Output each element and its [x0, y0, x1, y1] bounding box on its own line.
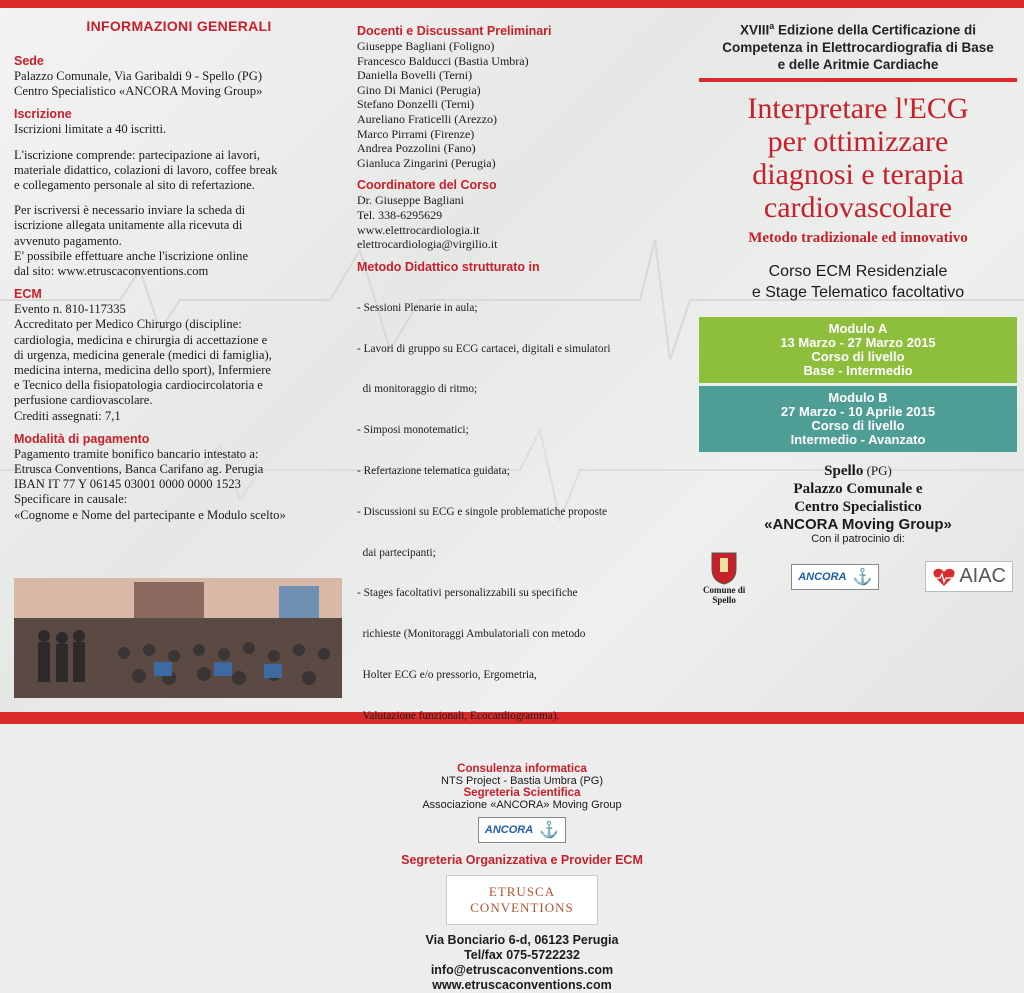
- organizzativa-phone: Tel/fax 075-5722232: [464, 947, 580, 962]
- title-divider: [699, 78, 1017, 82]
- iscrizione-limit: Iscrizioni limitate a 40 iscritti.: [14, 122, 167, 137]
- anchor-icon: ⚓: [852, 568, 873, 586]
- ecm-heading: ECM: [14, 287, 42, 302]
- edition-number: XVIII: [739, 22, 770, 38]
- comune-label: Comune di: [703, 584, 746, 595]
- coordinatore-website[interactable]: www.elettrocardiologia.it: [357, 222, 480, 237]
- list-item: - Refertazione telematica guidata;: [357, 465, 510, 478]
- main-title-line: cardiovascolare: [763, 190, 953, 224]
- main-title-line: per ottimizzare: [767, 124, 949, 158]
- ancora-logo: [478, 817, 566, 843]
- etrusca-conventions-logo: [446, 875, 598, 925]
- ancora-patron-logo: [791, 564, 879, 590]
- venue-province: (PG): [863, 462, 892, 478]
- organizzativa-block: [357, 853, 687, 993]
- list-item: - Stages facoltativi personalizzabili su specifiche: [357, 587, 578, 600]
- coordinatore-phone: Tel. 338-6295629: [357, 207, 443, 222]
- iscrizione-procedura: dal sito: www.etruscaconventions.com: [14, 264, 209, 279]
- aiac-text: AIAC: [959, 565, 1006, 587]
- list-item: di monitoraggio di ritmo;: [357, 383, 478, 396]
- list-item: dai partecipanti;: [357, 546, 436, 559]
- ecm-line: perfusione cardiovascolare.: [14, 393, 153, 408]
- module-b-line: Modulo B: [828, 389, 888, 405]
- ecm-line: e Tecnico della fisiopatologia cardiocircolatoria e: [14, 378, 263, 393]
- module-b-level: Intermedio - Avanzato: [790, 431, 926, 447]
- list-item: Giuseppe Bagliani (Foligno): [357, 39, 495, 53]
- coordinatore-email[interactable]: elettrocardiologia@virgilio.it: [357, 237, 498, 252]
- edition-line1: Edizione della Certificazione di: [774, 22, 977, 38]
- sede-heading: Sede: [14, 54, 44, 68]
- scientifica-text: Associazione «ANCORA» Moving Group: [422, 798, 622, 811]
- iscrizione-procedura: E' possibile effettuare anche l'iscrizione online: [14, 248, 249, 263]
- anchor-icon: ⚓: [539, 821, 560, 839]
- coordinatore-info: [357, 193, 687, 251]
- top-red-bar: [0, 0, 1024, 8]
- consulenza-text: NTS Project - Bastia Umbra (PG): [441, 774, 603, 787]
- docenti-heading: Docenti e Discussant Preliminari: [357, 24, 552, 38]
- pagamento-line: «Cognome e Nome del partecipante e Modulo scelto»: [14, 507, 286, 522]
- ecm-line: medicina interna, medicina dello sport), Infermiere: [14, 363, 272, 378]
- iscrizione-comprende: e collegamento personale al sito di refertazione.: [14, 178, 255, 193]
- subtitle: Metodo tradizionale ed innovativo: [748, 229, 968, 246]
- list-item: Marco Pirrami (Firenze): [357, 126, 475, 141]
- iscrizione-comprende: L'iscrizione comprende: partecipazione ai lavori,: [14, 147, 260, 162]
- module-a-box: [699, 317, 1017, 383]
- organizzativa-address: Via Bonciario 6-d, 06123 Perugia: [425, 932, 619, 947]
- iscrizione-procedura: Per iscriversi è necessario inviare la scheda di: [14, 203, 246, 218]
- organizzativa-heading: Segreteria Organizzativa e Provider ECM: [401, 852, 643, 867]
- list-item: - Sessioni Plenarie in aula;: [357, 301, 478, 314]
- list-item: Stefano Donzelli (Terni): [357, 97, 475, 112]
- edition-line2: Competenza in Elettrocardiografia di Base: [722, 39, 994, 55]
- module-a-level: Base - Intermedio: [803, 362, 913, 378]
- main-title: [699, 92, 1017, 224]
- cover-column: [699, 18, 1017, 605]
- iscrizione-comprende: materiale didattico, colazioni di lavoro, coffee break: [14, 162, 278, 177]
- sede-line: Palazzo Comunale, Via Garibaldi 9 - Spello (PG): [14, 69, 263, 83]
- list-item: Andrea Pozzolini (Fano): [357, 141, 476, 156]
- course-details-column: [357, 18, 687, 993]
- list-item: Valutazione funzionali, Ecocardiogramma).: [357, 709, 560, 722]
- comune-spello-logo: [703, 549, 745, 605]
- list-item: - Simposi monotematici;: [357, 424, 469, 437]
- general-info-title: INFORMAZIONI GENERALI: [86, 18, 272, 34]
- metodo-list: [357, 275, 687, 751]
- etrusca-logo-line2: CONVENTIONS: [470, 899, 574, 915]
- module-b-dates: 27 Marzo - 10 Aprile 2015: [780, 403, 936, 419]
- list-item: - Discussioni su ECG e singole problematiche proposte: [357, 505, 608, 518]
- list-item: richieste (Monitoraggi Ambulatoriali con metodo: [357, 628, 586, 641]
- ecm-line: cardiologia, medicina e chirurgia di accettazione e: [14, 332, 268, 347]
- venue-ancora: «ANCORA Moving Group»: [764, 515, 952, 533]
- sede-line: Centro Specialistico «ANCORA Moving Group»: [14, 84, 263, 99]
- venue-line: Centro Specialistico: [794, 498, 922, 515]
- docenti-list: [357, 39, 687, 170]
- list-item: Francesco Balducci (Bastia Umbra): [357, 53, 529, 68]
- patrocinio-label: Con il patrocinio di:: [811, 532, 905, 545]
- course-type-line: Corso ECM Residenziale: [768, 262, 948, 280]
- module-a-dates: 13 Marzo - 27 Marzo 2015: [780, 334, 936, 350]
- module-a-line: Corso di livello: [811, 348, 905, 364]
- list-item: Gianluca Zingarini (Perugia): [357, 155, 496, 170]
- pagamento-heading: Modalità di pagamento: [14, 431, 150, 446]
- iscrizione-procedura: iscrizione allegata unitamente alla ricevuta di: [14, 218, 243, 233]
- aiac-logo: [925, 561, 1013, 592]
- coordinatore-name: Dr. Giuseppe Bagliani: [357, 193, 464, 208]
- main-title-line: Interpretare l'ECG: [747, 91, 969, 125]
- etrusca-logo-line1: ETRUSCA: [488, 883, 556, 899]
- pagamento-line: Pagamento tramite bonifico bancario intestato a:: [14, 446, 259, 461]
- consulenza-heading: Consulenza informatica: [457, 762, 587, 775]
- list-item: Gino Di Manici (Perugia): [357, 82, 481, 97]
- metodo-heading: Metodo Didattico strutturato in: [357, 259, 540, 274]
- heart-icon: [932, 566, 956, 588]
- venue-city: Spello: [824, 462, 864, 479]
- iscrizione-heading: Iscrizione: [14, 107, 72, 122]
- main-title-line: diagnosi e terapia: [752, 157, 964, 191]
- organizzativa-website[interactable]: www.etruscaconventions.com: [432, 977, 612, 992]
- edition-superscript: a: [769, 21, 775, 31]
- conference-room-photo: [14, 578, 342, 698]
- edition-line3: e delle Aritmie Cardiache: [777, 56, 939, 72]
- consulenza-block: [357, 763, 687, 843]
- list-item: Aureliano Fraticelli (Arezzo): [357, 111, 497, 126]
- iscrizione-procedura: avvenuto pagamento.: [14, 233, 122, 248]
- ecm-line: Crediti assegnati: 7,1: [14, 408, 121, 423]
- ecm-line: di urgenza, medicina generale (medici di famiglia),: [14, 347, 272, 362]
- comune-label: Spello: [712, 594, 736, 605]
- general-info-column: [14, 18, 344, 523]
- ancora-patron-text: ANCORA: [798, 570, 847, 583]
- venue-line: Palazzo Comunale e: [793, 480, 923, 497]
- pagamento-line: Specificare in causale:: [14, 492, 128, 507]
- edition-title: [699, 18, 1017, 73]
- ecm-line: Accreditato per Medico Chirurgo (discipline:: [14, 317, 242, 332]
- course-type-line: e Stage Telematico facoltativo: [751, 283, 965, 301]
- pagamento-line: IBAN IT 77 Y 06145 03001 0000 0000 1523: [14, 477, 241, 492]
- module-a-line: Modulo A: [828, 320, 888, 336]
- list-item: Daniella Bovelli (Terni): [357, 68, 473, 83]
- patron-logos: [699, 549, 1017, 605]
- list-item: Holter ECG e/o pressorio, Ergometria,: [357, 668, 537, 681]
- city-crest-icon: [709, 549, 739, 585]
- organizzativa-email[interactable]: info@etruscaconventions.com: [430, 962, 614, 977]
- venue-block: [699, 462, 1017, 516]
- pagamento-line: Etrusca Conventions, Banca Carifano ag. Perugia: [14, 462, 264, 477]
- ecm-line: Evento n. 810-117335: [14, 302, 126, 317]
- ancora-logo-text: ANCORA: [484, 823, 534, 836]
- module-b-box: [699, 386, 1017, 452]
- coordinatore-heading: Coordinatore del Corso: [357, 178, 497, 193]
- course-type: [699, 261, 1017, 303]
- module-b-line: Corso di livello: [811, 417, 905, 433]
- scientifica-heading: Segreteria Scientifica: [463, 786, 581, 799]
- list-item: - Lavori di gruppo su ECG cartacei, digitali e simulatori: [357, 342, 611, 355]
